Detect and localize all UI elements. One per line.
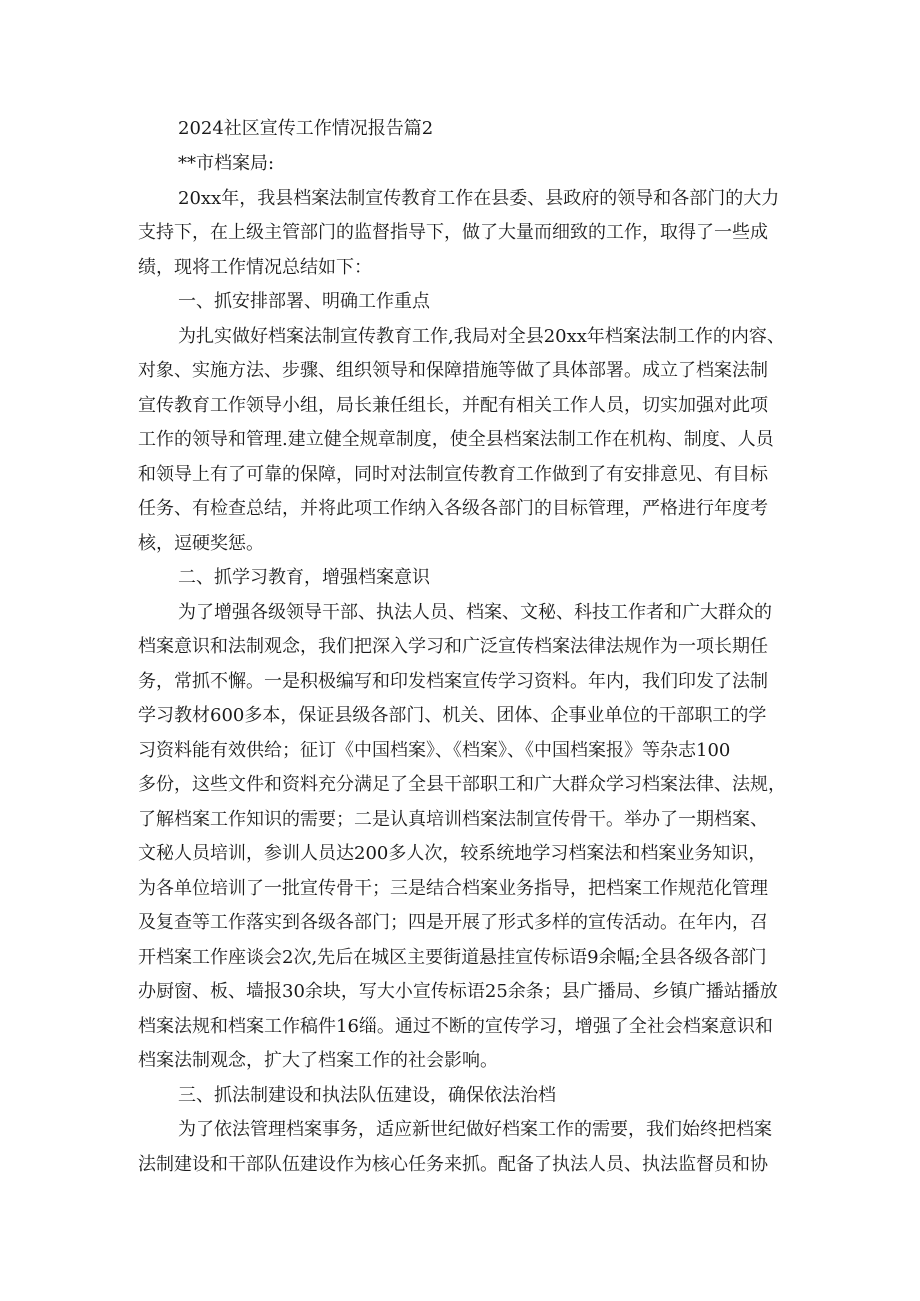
paragraph-line: 对象、实施方法、步骤、组织领导和保障措施等做了具体部署。成立了档案法制 [138,360,768,381]
paragraph-line: 为了增强各级领导干部、执法人员、档案、文秘、科技工作者和广大群众的 [178,602,772,623]
paragraph-line: 和领导上有了可靠的保障，同时对法制宣传教育工作做到了有安排意见、有目标 [138,464,768,485]
paragraph-line: 为各单位培训了一批宣传骨干；三是结合档案业务指导，把档案工作规范化管理 [138,878,768,899]
document-title: 2024社区宣传工作情况报告篇2 [178,118,434,139]
paragraph-line: 多份，这些文件和资料充分满足了全县干部职工和广大群众学习档案法律、法规， [138,774,786,795]
salutation: **市档案局: [178,153,275,174]
paragraph-line: 工作的领导和管理.建立健全规章制度，使全县档案法制工作在机构、制度、人员 [138,429,774,450]
paragraph-line: 为扎实做好档案法制宣传教育工作,我局对全县20xx年档案法制工作的内容、 [178,326,785,347]
paragraph-line: 为了依法管理档案事务，适应新世纪做好档案工作的需要，我们始终把档案 [178,1119,772,1140]
paragraph-line: 任务、有检查总结，并将此项工作纳入各级各部门的目标管理，严格进行年度考 [138,498,768,519]
section-heading: 三、抓法制建设和执法队伍建设，确保依法治档 [178,1085,556,1106]
section-heading: 一、抓安排部署、明确工作重点 [178,291,430,312]
paragraph-line: 档案法制观念，扩大了档案工作的社会影响。 [138,1050,498,1071]
paragraph-line: 习资料能有效供给；征订《中国档案》、《档案》、《中国档案报》等杂志100 [138,740,731,761]
paragraph-line: 开档案工作座谈会2次,先后在城区主要街道悬挂宣传标语9余幅;全县各级各部门 [138,947,767,968]
paragraph-line: 支持下，在上级主管部门的监督指导下，做了大量而细致的工作，取得了一些成 [138,222,768,243]
paragraph-line: 法制建设和干部队伍建设作为核心任务来抓。配备了执法人员、执法监督员和协 [138,1154,768,1175]
paragraph-line: 办厨窗、板、墙报30余块，写大小宣传标语25余条；县广播局、乡镇广播站播放 [138,981,778,1002]
paragraph-line: 20xx年，我县档案法制宣传教育工作在县委、县政府的领导和各部门的大力 [178,188,780,209]
section-heading: 二、抓学习教育，增强档案意识 [178,567,430,588]
paragraph-line: 档案法规和档案工作稿件16缁。通过不断的宣传学习，增强了全社会档案意识和 [138,1016,773,1037]
paragraph-line: 学习教材600多本，保证县级各部门、机关、团体、企事业单位的干部职工的学 [138,705,767,726]
paragraph-line: 核，逗硬奖惩。 [138,533,264,554]
paragraph-line: 绩，现将工作情况总结如下： [138,257,372,278]
paragraph-line: 文秘人员培训，参训人员达200多人次，较系统地学习档案法和档案业务知识， [138,843,767,864]
paragraph-line: 务，常抓不懈。一是积极编写和印发档案宣传学习资料。年内，我们印发了法制 [138,671,768,692]
paragraph-line: 了解档案工作知识的需要；二是认真培训档案法制宣传骨干。举办了一期档案、 [138,809,768,830]
paragraph-line: 宣传教育工作领导小组，局长兼任组长，并配有相关工作人员，切实加强对此项 [138,395,768,416]
paragraph-line: 档案意识和法制观念，我们把深入学习和广泛宣传档案法律法规作为一项长期任 [138,636,768,657]
paragraph-line: 及复查等工作落实到各级各部门；四是开展了形式多样的宣传活动。在年内，召 [138,912,768,933]
